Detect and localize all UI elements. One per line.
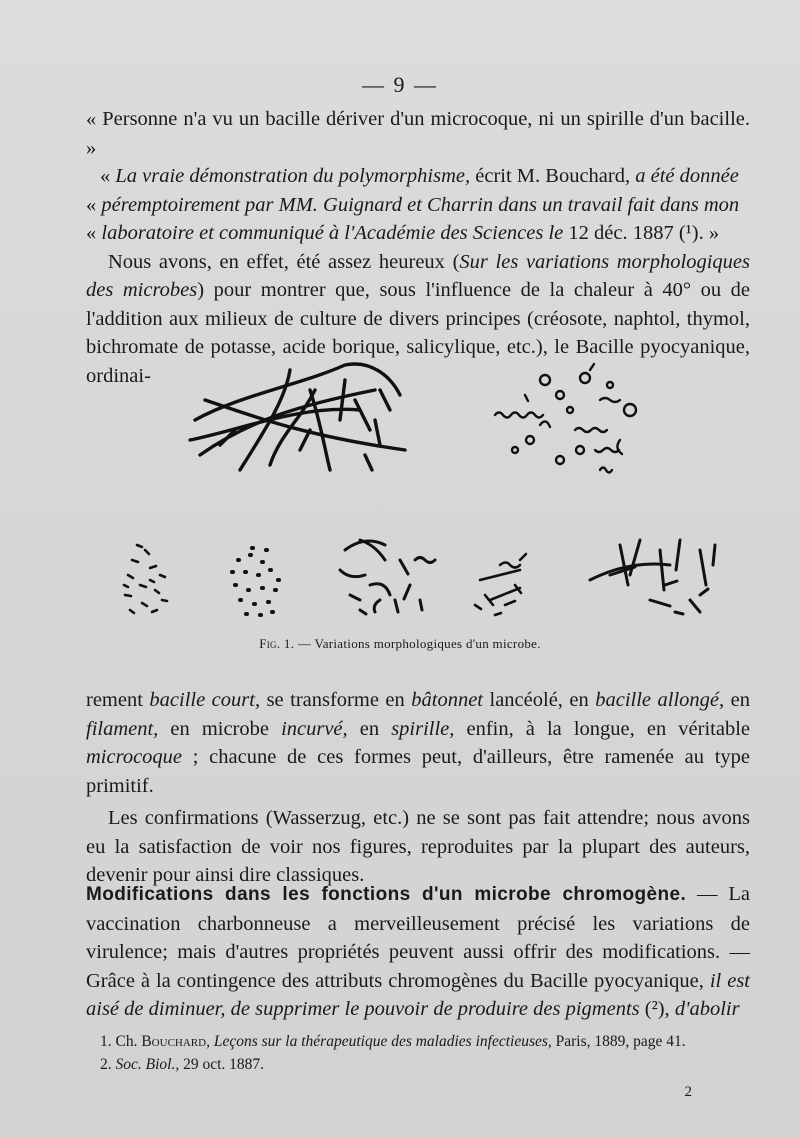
paragraph-rement: rement bacille court, se transforme en bâtonnet lancéolé, en bacille allongé, en filament, en microbe incurvé, en spirille, enfin, à la longue, en véritable microcoque ; chacune de ces formes peut, d'ailleurs, être ramenée au type primitif. [86,689,750,797]
paragraph-nous-avons: Nous avons, en effet, été assez heureux (Sur les variations morphologiques des microbes) pour montrer que, sous l'influence de la chaleur à 40° ou de l'addition aux milieux de culture de divers principes (créosote, naphtol, thymol, bichromate de potasse, acide borique, salicylique, etc.), le Bacille pyocyanique, ordinai- [86,250,750,387]
paragraph-confirmations: Les confirmations (Wasserzug, etc.) ne se sont pas fait attendre; nous avons eu la satisfaction de voir nos figures, reproduites par la plupart des auteurs, devenir pour ainsi dire classiques. [86,807,750,886]
figure-cocci [495,364,636,473]
figure-spirilla [475,554,526,615]
page-number: — 9 — [362,72,438,97]
quote-line-3: « péremptoirement par MM. Guignard et Charrin dans un travail fait dans mon [86,193,740,216]
folio-number: 2 [684,1084,692,1100]
quote-line-4: « laboratoire et communiqué à l'Académie des Sciences le 12 déc. 1887 (¹). » [86,222,720,244]
section-paragraph: Modifications dans les fonctions d'un microbe chromogène. — La vaccination charbonneuse a merveilleusement précisé les variations de virulence; mais d'autres propriétés peuvent aussi offrir des modifications. — Grâce à la contingence des attributs chromogènes du Bacille pyocyanique, il est aisé de diminuer, de supprimer le pouvoir de produire des pigments (²), d'abolir [86,883,750,1020]
quote-line-2: « La vraie démonstration du polymorphisme, écrit M. Bouchard, a été donnée [100,165,739,187]
footnote-2: 2. Soc. Biol., 29 oct. 1887. [100,1056,265,1073]
figure-dots-cluster [232,548,279,615]
footnotes [100,1030,740,1076]
section-heading: Modifications dans les fonctions d'un microbe chromogène. [86,884,687,905]
footnote-1: 1. Ch. Bouchard, Leçons sur la thérapeutique des maladies infectieuses, Paris, 1889, page 41. [100,1033,686,1050]
figure-curved-rods [340,540,435,614]
figure-short-rods [124,545,167,613]
figure-caption: Fig. 1. — Variations morphologiques d'un microbe. [259,636,541,651]
quote-line-1: « Personne n'a vu un bacille dériver d'un microcoque, ni un spirille d'un bacille. » [86,108,750,159]
figure-filaments [190,364,405,470]
middle-text-block [86,686,750,890]
section-block [86,880,750,1024]
figure-elongated-rods [590,540,715,614]
